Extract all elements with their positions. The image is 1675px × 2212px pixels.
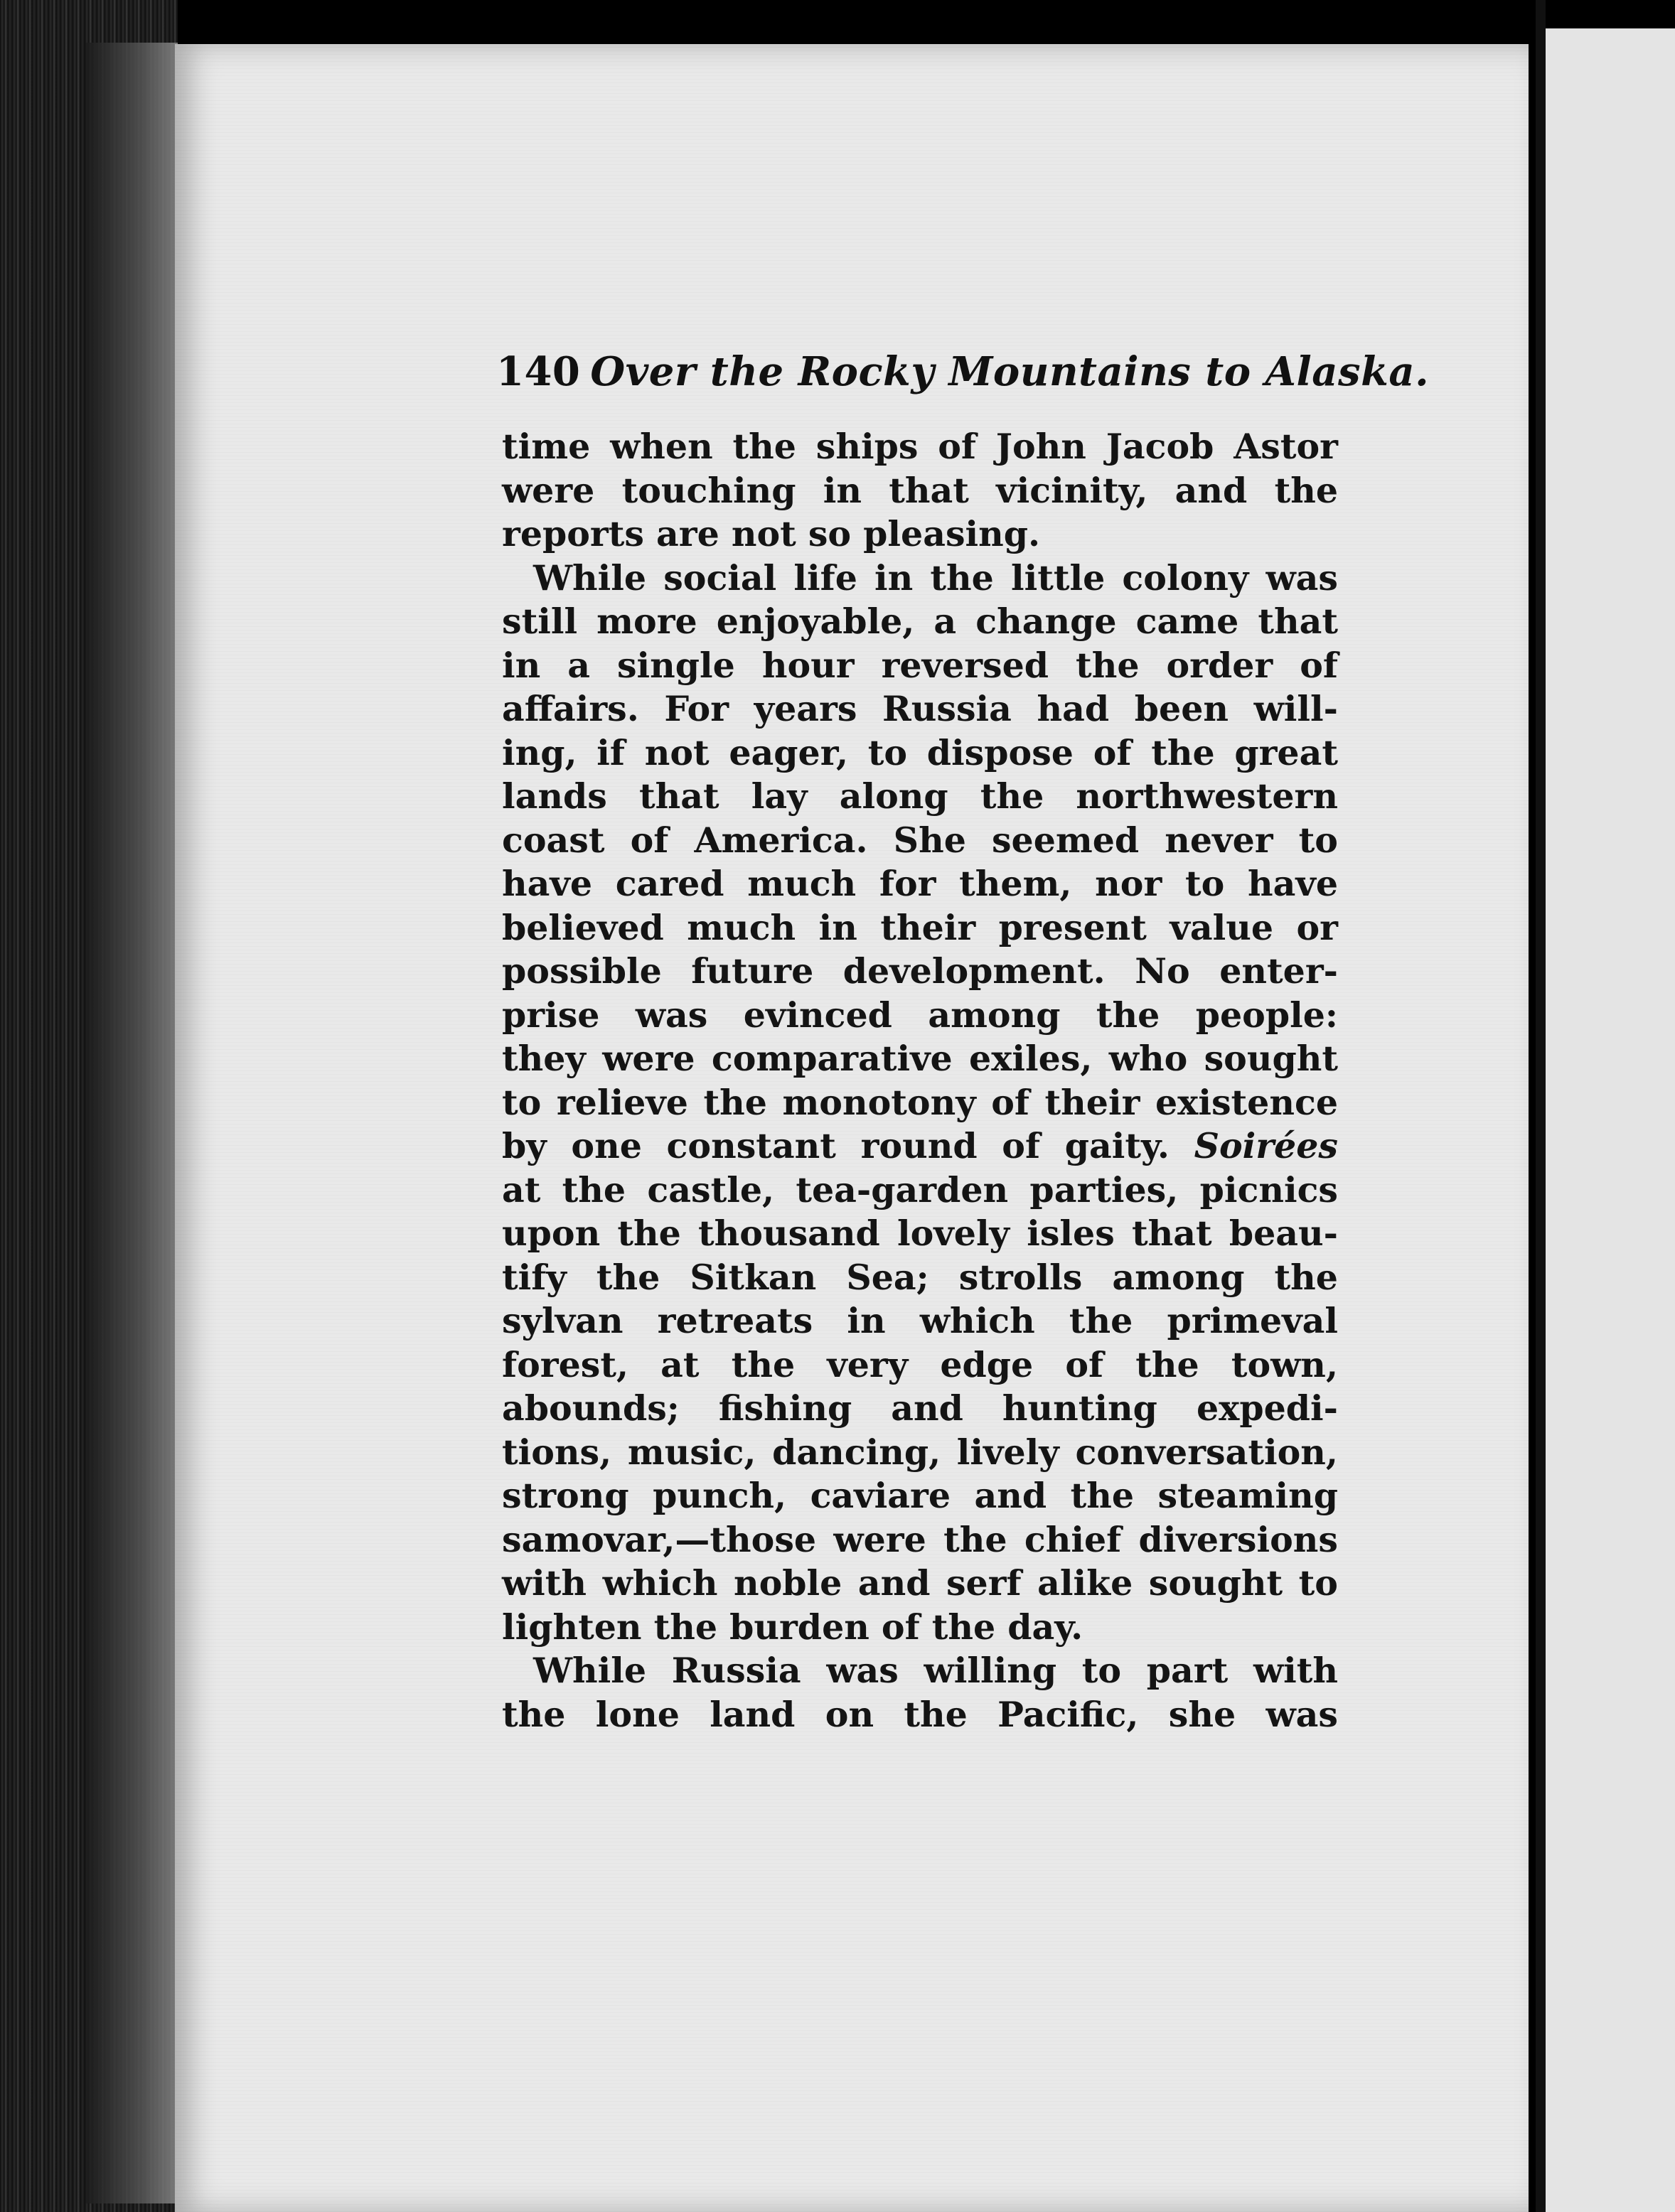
text-line: forest, at the very edge of the town, (502, 1343, 1338, 1385)
text-line: still more enjoyable, a change came that (502, 601, 1338, 642)
text-line: lands that lay along the northwestern (502, 775, 1338, 817)
body-text (502, 425, 1338, 1736)
text-line: ing, if not eager, to dispose of the great (502, 731, 1338, 773)
text-line: with which noble and serf alike sought to (502, 1562, 1338, 1604)
text-line: abounds; fishing and hunting expedi- (502, 1387, 1338, 1429)
text-line: strong punch, caviare and the steaming (502, 1475, 1338, 1516)
text-line: upon the thousand lovely isles that beau- (502, 1213, 1338, 1254)
text-line: lighten the burden of the day. (502, 1606, 1083, 1648)
facing-page-sliver (1546, 28, 1675, 2212)
text-line-with-italic (502, 1124, 1338, 1169)
text-line: reports are not so pleasing. (502, 513, 1041, 554)
book-title: Over the Rocky Mountains to Alaska. (590, 348, 1430, 395)
text-line: in a single hour reversed the order of (502, 644, 1338, 686)
text-line: the lone land on the Pacific, she was (502, 1693, 1338, 1735)
italic-word: Soirées (1194, 1125, 1338, 1166)
text-line: they were comparative exiles, who sought (502, 1038, 1338, 1079)
text-line: coast of America. She seemed never to (502, 819, 1338, 861)
text-line: While social life in the little colony was (533, 557, 1338, 598)
text-line: tify the Sitkan Sea; strolls among the (502, 1256, 1338, 1298)
gutter-edge (1536, 0, 1546, 2212)
text-line: time when the ships of John Jacob Astor (502, 426, 1338, 467)
page-number: 140 (496, 348, 581, 395)
text-line: samovar,—those were the chief diversions (502, 1518, 1338, 1560)
text-line: affairs. For years Russia had been will- (502, 688, 1338, 729)
text-line: have cared much for them, nor to have (502, 863, 1338, 904)
text-line: tions, music, dancing, lively conversation, (502, 1431, 1338, 1473)
text-line: believed much in their present value or (502, 906, 1338, 948)
text-segment: by one constant round of gaity. (502, 1125, 1170, 1166)
text-line: prise was evinced among the people: (502, 994, 1338, 1036)
text-line: were touching in that vicinity, and the (502, 469, 1338, 511)
page-shadow (85, 43, 178, 2203)
running-head (496, 340, 1430, 404)
text-line: sylvan retreats in which the primeval (502, 1300, 1338, 1341)
text-line: at the castle, tea-garden parties, picnics (502, 1169, 1338, 1210)
text-line: possible future development. No enter- (502, 950, 1338, 992)
text-line: to relieve the monotony of their existence (502, 1081, 1338, 1123)
text-line: While Russia was willing to part with (533, 1650, 1338, 1691)
